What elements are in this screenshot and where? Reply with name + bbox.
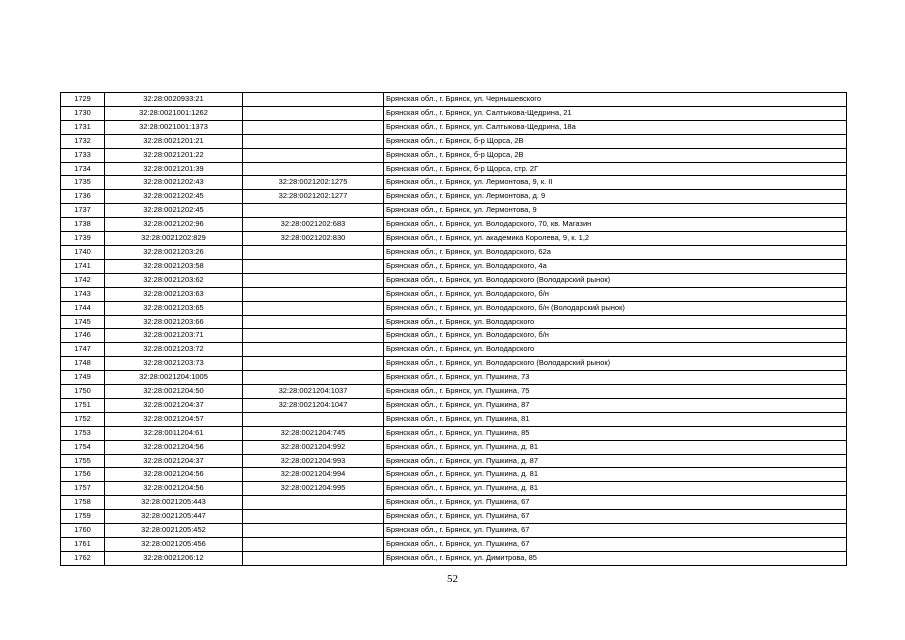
cadastral-number-cell: 32:28:0021202:96	[105, 218, 243, 232]
address-cell: Брянская обл., г. Брянск, ул. Пушкина, д. 81	[384, 482, 847, 496]
address-cell: Брянская обл., г. Брянск, ул. Володарского, 62а	[384, 245, 847, 259]
address-cell: Брянская обл., г. Брянск, ул. Димитрова, 85	[384, 551, 847, 565]
cadastral-number-cell: 32:28:0021203:73	[105, 357, 243, 371]
table-row	[61, 482, 847, 496]
address-cell: Брянская обл., г. Брянск, ул. Володарского (Володарский рынок)	[384, 357, 847, 371]
parent-cadastral-number-cell	[243, 412, 384, 426]
address-cell: Брянская обл., г. Брянск, ул. Пушкина, 67	[384, 524, 847, 538]
address-cell: Брянская обл., г. Брянск, ул. Пушкина, д. 87	[384, 454, 847, 468]
table-row	[61, 287, 847, 301]
parent-cadastral-number-cell: 32:28:0021204:993	[243, 454, 384, 468]
row-number-cell: 1729	[61, 93, 105, 107]
row-number-cell: 1745	[61, 315, 105, 329]
parent-cadastral-number-cell	[243, 120, 384, 134]
row-number-cell: 1761	[61, 538, 105, 552]
table-row	[61, 301, 847, 315]
table-row	[61, 259, 847, 273]
cadastral-number-cell: 32:28:0021204:37	[105, 398, 243, 412]
row-number-cell: 1751	[61, 398, 105, 412]
table-row	[61, 315, 847, 329]
row-number-cell: 1758	[61, 496, 105, 510]
row-number-cell: 1760	[61, 524, 105, 538]
parent-cadastral-number-cell	[243, 524, 384, 538]
row-number-cell: 1731	[61, 120, 105, 134]
cadastral-number-cell: 32:28:0021203:65	[105, 301, 243, 315]
row-number-cell: 1747	[61, 343, 105, 357]
row-number-cell: 1732	[61, 134, 105, 148]
row-number-cell: 1733	[61, 148, 105, 162]
table-row	[61, 398, 847, 412]
row-number-cell: 1740	[61, 245, 105, 259]
address-cell: Брянская обл., г. Брянск, ул. Пушкина, 67	[384, 496, 847, 510]
cadastral-number-cell: 32:28:0021205:452	[105, 524, 243, 538]
table-row	[61, 204, 847, 218]
parent-cadastral-number-cell	[243, 148, 384, 162]
parent-cadastral-number-cell: 32:28:0021204:745	[243, 426, 384, 440]
row-number-cell: 1750	[61, 385, 105, 399]
row-number-cell: 1730	[61, 106, 105, 120]
table-row	[61, 357, 847, 371]
table-row	[61, 510, 847, 524]
parent-cadastral-number-cell: 32:28:0021204:995	[243, 482, 384, 496]
parent-cadastral-number-cell	[243, 273, 384, 287]
address-cell: Брянская обл., г. Брянск, ул. Володарского (Володарский рынок)	[384, 273, 847, 287]
parent-cadastral-number-cell: 32:28:0021202:683	[243, 218, 384, 232]
table-row	[61, 371, 847, 385]
table-row	[61, 468, 847, 482]
cadastral-number-cell: 32:28:0021204:56	[105, 440, 243, 454]
cadastral-number-cell: 32:28:0021206:12	[105, 551, 243, 565]
row-number-cell: 1753	[61, 426, 105, 440]
table-row	[61, 134, 847, 148]
row-number-cell: 1762	[61, 551, 105, 565]
address-cell: Брянская обл., г. Брянск, ул. Пушкина, д. 81	[384, 468, 847, 482]
parent-cadastral-number-cell: 32:28:0021202:1275	[243, 176, 384, 190]
parent-cadastral-number-cell: 32:28:0021202:830	[243, 232, 384, 246]
parent-cadastral-number-cell	[243, 371, 384, 385]
row-number-cell: 1759	[61, 510, 105, 524]
address-cell: Брянская обл., г. Брянск, ул. Салтыкова-Щедрина, 21	[384, 106, 847, 120]
parent-cadastral-number-cell	[243, 134, 384, 148]
table-row	[61, 148, 847, 162]
cadastral-number-cell: 32:28:0021203:71	[105, 329, 243, 343]
table-row	[61, 385, 847, 399]
table-row	[61, 343, 847, 357]
table-row	[61, 454, 847, 468]
table-row	[61, 426, 847, 440]
cadastral-number-cell: 32:28:0021203:26	[105, 245, 243, 259]
parent-cadastral-number-cell	[243, 551, 384, 565]
parent-cadastral-number-cell	[243, 259, 384, 273]
row-number-cell: 1756	[61, 468, 105, 482]
parent-cadastral-number-cell	[243, 245, 384, 259]
page-number: 52	[447, 573, 458, 585]
parent-cadastral-number-cell	[243, 204, 384, 218]
cadastral-number-cell: 32:28:0021202:45	[105, 204, 243, 218]
address-cell: Брянская обл., г. Брянск, ул. Пушкина, 87	[384, 398, 847, 412]
address-cell: Брянская обл., г. Брянск, ул. Володарского	[384, 343, 847, 357]
row-number-cell: 1741	[61, 259, 105, 273]
table-row	[61, 273, 847, 287]
cadastral-number-cell: 32:28:0011204:61	[105, 426, 243, 440]
address-cell: Брянская обл., г. Брянск, б-р Щорса, 2В	[384, 134, 847, 148]
cadastral-number-cell: 32:28:0021203:63	[105, 287, 243, 301]
parent-cadastral-number-cell	[243, 538, 384, 552]
table-row	[61, 551, 847, 565]
table-row	[61, 440, 847, 454]
address-cell: Брянская обл., г. Брянск, ул. Салтыкова-Щедрина, 18а	[384, 120, 847, 134]
cadastral-number-cell: 32:28:0021203:66	[105, 315, 243, 329]
cadastral-number-cell: 32:28:0021201:22	[105, 148, 243, 162]
cadastral-number-cell: 32:28:0021201:21	[105, 134, 243, 148]
row-number-cell: 1757	[61, 482, 105, 496]
row-number-cell: 1752	[61, 412, 105, 426]
address-cell: Брянская обл., г. Брянск, ул. Володарского, 70, кв. Магазин	[384, 218, 847, 232]
cadastral-number-cell: 32:28:0021205:447	[105, 510, 243, 524]
table-row	[61, 496, 847, 510]
parent-cadastral-number-cell	[243, 106, 384, 120]
cadastral-number-cell: 32:28:0020933:21	[105, 93, 243, 107]
address-cell: Брянская обл., г. Брянск, ул. Пушкина, 85	[384, 426, 847, 440]
address-cell: Брянская обл., г. Брянск, ул. Пушкина, 81	[384, 412, 847, 426]
row-number-cell: 1735	[61, 176, 105, 190]
address-cell: Брянская обл., г. Брянск, ул. Пушкина, 75	[384, 385, 847, 399]
address-cell: Брянская обл., г. Брянск, ул. Чернышевского	[384, 93, 847, 107]
cadastral-number-cell: 32:28:0021204:57	[105, 412, 243, 426]
address-cell: Брянская обл., г. Брянск, ул. Володарского, б/н (Володарский рынок)	[384, 301, 847, 315]
table-row	[61, 524, 847, 538]
parent-cadastral-number-cell: 32:28:0021204:1037	[243, 385, 384, 399]
parent-cadastral-number-cell	[243, 496, 384, 510]
cadastral-number-cell: 32:28:0021202:829	[105, 232, 243, 246]
cadastral-number-cell: 32:28:0021204:1005	[105, 371, 243, 385]
cadastral-number-cell: 32:28:0021201:39	[105, 162, 243, 176]
address-cell: Брянская обл., г. Брянск, ул. Пушкина, д. 81	[384, 440, 847, 454]
parent-cadastral-number-cell: 32:28:0021204:1047	[243, 398, 384, 412]
row-number-cell: 1744	[61, 301, 105, 315]
parent-cadastral-number-cell	[243, 315, 384, 329]
address-cell: Брянская обл., г. Брянск, ул. академика Королева, 9, к. 1,2	[384, 232, 847, 246]
address-cell: Брянская обл., г. Брянск, ул. Володарского, 4а	[384, 259, 847, 273]
row-number-cell: 1738	[61, 218, 105, 232]
parent-cadastral-number-cell: 32:28:0021204:992	[243, 440, 384, 454]
row-number-cell: 1736	[61, 190, 105, 204]
cadastral-number-cell: 32:28:0021203:72	[105, 343, 243, 357]
parent-cadastral-number-cell	[243, 93, 384, 107]
parent-cadastral-number-cell	[243, 343, 384, 357]
address-cell: Брянская обл., г. Брянск, ул. Лермонтова, 9, к. II	[384, 176, 847, 190]
registry-table	[60, 92, 847, 566]
cadastral-number-cell: 32:28:0021203:58	[105, 259, 243, 273]
row-number-cell: 1743	[61, 287, 105, 301]
parent-cadastral-number-cell	[243, 357, 384, 371]
table-row	[61, 162, 847, 176]
address-cell: Брянская обл., г. Брянск, б-р Щорса, стр. 2Г	[384, 162, 847, 176]
parent-cadastral-number-cell: 32:28:0021204:994	[243, 468, 384, 482]
parent-cadastral-number-cell	[243, 301, 384, 315]
parent-cadastral-number-cell	[243, 329, 384, 343]
registry-table-body	[61, 93, 847, 566]
row-number-cell: 1742	[61, 273, 105, 287]
cadastral-number-cell: 32:28:0021202:45	[105, 190, 243, 204]
parent-cadastral-number-cell	[243, 162, 384, 176]
row-number-cell: 1748	[61, 357, 105, 371]
row-number-cell: 1754	[61, 440, 105, 454]
table-row	[61, 106, 847, 120]
parent-cadastral-number-cell	[243, 287, 384, 301]
table-row	[61, 412, 847, 426]
parent-cadastral-number-cell	[243, 510, 384, 524]
table-row	[61, 190, 847, 204]
cadastral-number-cell: 32:28:0021001:1262	[105, 106, 243, 120]
table-row	[61, 232, 847, 246]
row-number-cell: 1737	[61, 204, 105, 218]
cadastral-number-cell: 32:28:0021205:456	[105, 538, 243, 552]
table-row	[61, 245, 847, 259]
cadastral-number-cell: 32:28:0021203:62	[105, 273, 243, 287]
cadastral-number-cell: 32:28:0021204:56	[105, 468, 243, 482]
row-number-cell: 1734	[61, 162, 105, 176]
parent-cadastral-number-cell: 32:28:0021202:1277	[243, 190, 384, 204]
table-row	[61, 538, 847, 552]
address-cell: Брянская обл., г. Брянск, ул. Володарского, б/н	[384, 329, 847, 343]
table-row	[61, 93, 847, 107]
address-cell: Брянская обл., г. Брянск, ул. Пушкина, 67	[384, 510, 847, 524]
cadastral-number-cell: 32:28:0021001:1373	[105, 120, 243, 134]
address-cell: Брянская обл., г. Брянск, ул. Лермонтова, д. 9	[384, 190, 847, 204]
row-number-cell: 1749	[61, 371, 105, 385]
table-row	[61, 120, 847, 134]
address-cell: Брянская обл., г. Брянск, ул. Володарского, б/н	[384, 287, 847, 301]
cadastral-number-cell: 32:28:0021202:43	[105, 176, 243, 190]
address-cell: Брянская обл., г. Брянск, ул. Лермонтова, 9	[384, 204, 847, 218]
address-cell: Брянская обл., г. Брянск, б-р Щорса, 2В	[384, 148, 847, 162]
cadastral-number-cell: 32:28:0021205:443	[105, 496, 243, 510]
address-cell: Брянская обл., г. Брянск, ул. Пушкина, 67	[384, 538, 847, 552]
row-number-cell: 1746	[61, 329, 105, 343]
address-cell: Брянская обл., г. Брянск, ул. Володарского	[384, 315, 847, 329]
address-cell: Брянская обл., г. Брянск, ул. Пушкина, 73	[384, 371, 847, 385]
cadastral-number-cell: 32:28:0021204:56	[105, 482, 243, 496]
cadastral-number-cell: 32:28:0021204:37	[105, 454, 243, 468]
table-row	[61, 176, 847, 190]
table-row	[61, 218, 847, 232]
row-number-cell: 1739	[61, 232, 105, 246]
row-number-cell: 1755	[61, 454, 105, 468]
table-row	[61, 329, 847, 343]
cadastral-number-cell: 32:28:0021204:50	[105, 385, 243, 399]
